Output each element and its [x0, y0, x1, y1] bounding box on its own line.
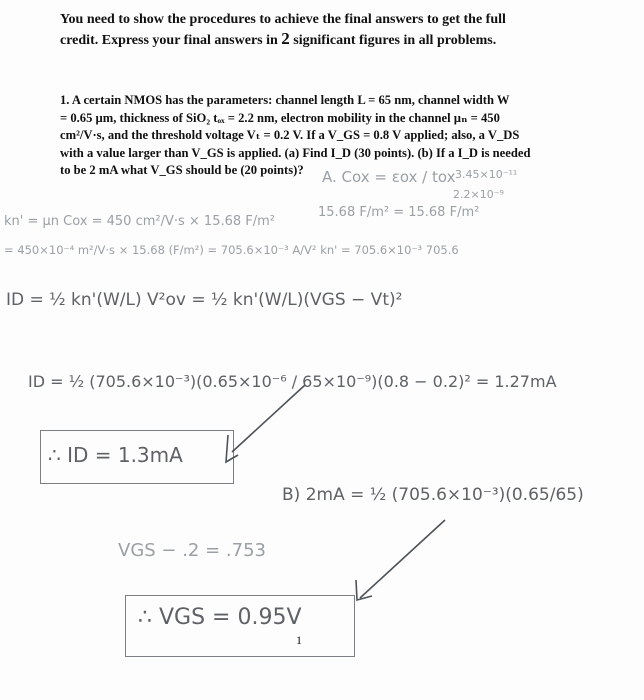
instructions-text-end: significant figures in all problems. — [289, 33, 497, 48]
grading-arrow-a — [232, 385, 305, 452]
handwritten-tox-value: 2.2×10⁻⁹ — [453, 188, 504, 201]
problem-line-2: = 0.65 µm, thickness of SiO₂ tₒₓ = 2.2 nm, electron mobility in the channel µₙ = 450 — [60, 110, 500, 125]
handwritten-id-calculation: ID = ½ (705.6×10⁻³)(0.65×10⁻⁶ / 65×10⁻⁹)(0.8 − 0.2)² = 1.27mA — [28, 372, 557, 391]
page-number: 1 — [296, 633, 302, 647]
handwritten-kn-line: kn' = µn Cox = 450 cm²/V·s × 15.68 F/m² — [4, 214, 276, 229]
problem-line-3: cm²/V·s, and the threshold voltage Vₜ = 0.2 V. If a V_GS = 0.8 V applied; also, a V_DS — [60, 128, 520, 142]
handwritten-id-formula: ID = ½ kn'(W/L) V²ov = ½ kn'(W/L)(VGS − Vt)² — [6, 290, 403, 310]
handwritten-kn-line-2: = 450×10⁻⁴ m²/V·s × 15.68 (F/m²) = 705.6×10⁻³ A/V² kn' = 705.6×10⁻³ 705.6 — [4, 243, 459, 257]
instructions-text: credit. Express your final answers in — [60, 33, 282, 48]
instructions-line-1: You need to show the procedures to achieve the final answers to get the full — [60, 12, 506, 27]
handwritten-cox-definition: A. Cox = εox / tox — [322, 168, 456, 186]
problem-line-4: with a value larger than V_GS is applied. (a) Find I_D (30 points). (b) If a I_D is needed — [60, 145, 531, 160]
handwritten-vgs-answer: ∴ VGS = 0.95V — [138, 605, 302, 630]
problem-line-5: to be 2 mA what V_GS should be (20 points)? — [60, 163, 304, 177]
handwritten-part-b: B) 2mA = ½ (705.6×10⁻³)(0.65/65) — [282, 485, 584, 505]
handwritten-vgs-calculation: VGS − .2 = .753 — [118, 540, 266, 561]
handwritten-cox-result: 15.68 F/m² = 15.68 F/m² — [318, 205, 480, 220]
sig-fig-number: 2 — [281, 29, 290, 48]
handwritten-eps-value: 3.45×10⁻¹¹ — [455, 168, 518, 181]
grading-arrow-b — [360, 520, 445, 598]
handwritten-id-answer: ∴ ID = 1.3mA — [48, 443, 183, 467]
problem-line-1: 1. A certain NMOS has the parameters: channel length L = 65 nm, channel width W — [60, 93, 510, 107]
